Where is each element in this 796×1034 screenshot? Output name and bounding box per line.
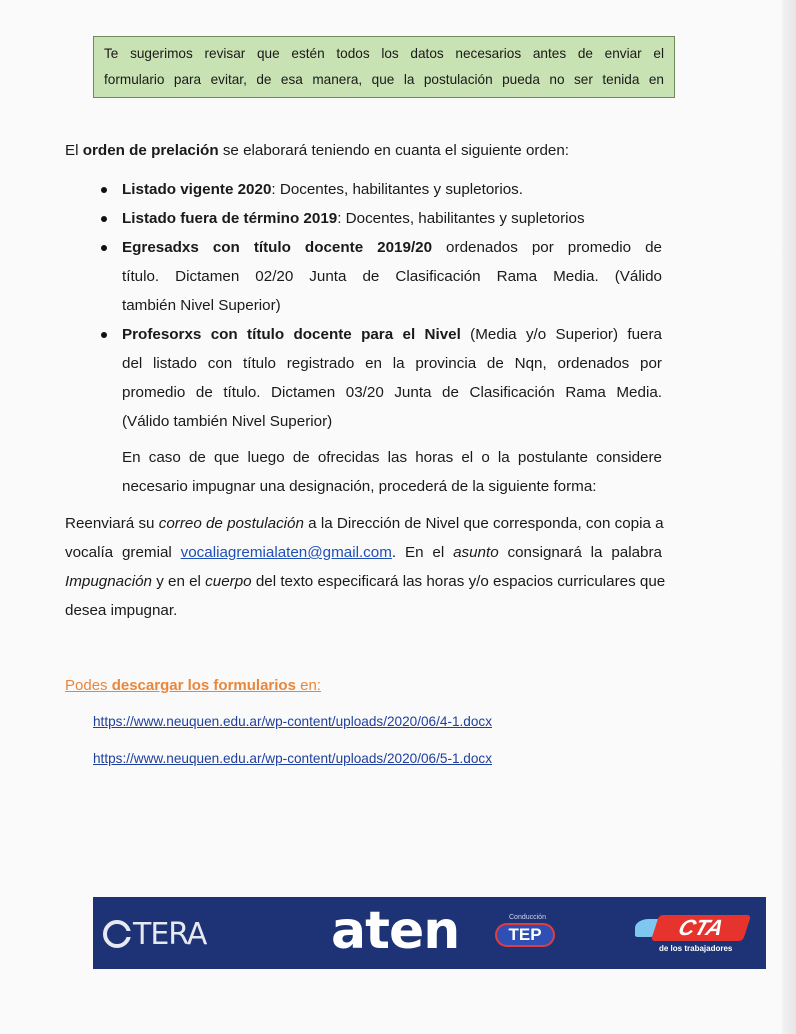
cta-logo xyxy=(633,911,757,957)
list-item-bold: Egresadxs con título docente 2019/20 xyxy=(122,239,433,256)
aten-logo: aten xyxy=(331,901,460,961)
resend-emphasis: cuerpo xyxy=(205,573,252,590)
resend-text: vocalía gremial xyxy=(65,544,181,561)
download-text: Podes xyxy=(65,677,112,694)
priority-list xyxy=(98,175,662,436)
download-bold: descargar los formularios xyxy=(111,677,296,694)
list-item-text: título. Dictamen 02/20 Junta de Clasificación Rama Media. (Válido xyxy=(122,268,662,285)
resend-emphasis: Impugnación xyxy=(65,573,152,590)
tep-label: TEP xyxy=(495,923,555,947)
list-item-bold: Listado vigente 2020 xyxy=(122,181,272,198)
tep-conduccion-label: Conducción xyxy=(509,914,546,921)
resend-emphasis: correo de postulación xyxy=(158,515,304,532)
download-text: en: xyxy=(295,677,321,694)
ctera-logo xyxy=(103,917,206,951)
notice-box xyxy=(93,36,675,98)
resend-emphasis: asunto xyxy=(453,544,499,561)
list-item-text: (Válido también Nivel Superior) xyxy=(122,413,333,430)
list-item-text: : Docentes, habilitantes y supletorios xyxy=(337,210,585,227)
intro-text: El xyxy=(65,142,83,159)
ctera-text: TERA xyxy=(133,916,207,952)
cta-subtitle: de los trabajadores xyxy=(659,944,733,953)
intro-bold: orden de prelación xyxy=(82,142,219,159)
resend-text: a la Dirección de Nivel que corresponda, con copia a xyxy=(303,515,664,532)
resend-text: . En el xyxy=(391,544,454,561)
footer-banner xyxy=(93,897,766,969)
list-item xyxy=(98,175,662,204)
impugn-line-1: En caso de que luego de ofrecidas las horas el o la postulante considere xyxy=(122,449,662,466)
list-item-text: ordenados por promedio de xyxy=(432,239,662,256)
resend-text: desea impugnar. xyxy=(65,602,178,619)
email-link[interactable]: vocaliagremialaten@gmail.com xyxy=(180,544,392,561)
list-item xyxy=(98,204,662,233)
notice-line-1: Te sugerimos revisar que estén todos los datos necesarios antes de enviar el xyxy=(104,46,664,61)
list-item-text: promedio de título. Dictamen 03/20 Junta de Clasificación Rama Media. xyxy=(122,384,662,401)
impugn-line-2: necesario impugnar una designación, procederá de la siguiente forma: xyxy=(122,478,597,495)
list-item-text: también Nivel Superior) xyxy=(122,297,281,314)
intro-text-end: se elaborará teniendo en cuanta el siguiente orden: xyxy=(218,142,570,159)
cta-mark: CTA xyxy=(651,915,751,941)
resend-paragraph xyxy=(65,509,666,625)
notice-line-2: formulario para evitar, de esa manera, que la postulación pueda no ser tenida en xyxy=(104,72,664,87)
resend-text: y en el xyxy=(151,573,206,590)
page-edge-shadow xyxy=(782,0,796,1034)
list-item xyxy=(98,320,662,436)
download-link-2[interactable]: https://www.neuquen.edu.ar/wp-content/uploads/2020/06/5-1.docx xyxy=(93,751,493,766)
resend-text: Reenviará su xyxy=(65,515,159,532)
resend-text: consignará la palabra xyxy=(498,544,663,561)
download-heading xyxy=(65,677,321,694)
download-link-1[interactable]: https://www.neuquen.edu.ar/wp-content/uploads/2020/06/4-1.docx xyxy=(93,714,493,729)
tep-badge xyxy=(491,914,553,953)
list-item-bold: Listado fuera de término 2019 xyxy=(122,210,338,227)
impugn-paragraph xyxy=(122,443,662,501)
list-item-bold: Profesorxs con título docente para el Nivel xyxy=(122,326,461,343)
intro-paragraph xyxy=(65,136,569,165)
list-item-text: (Media y/o Superior) fuera xyxy=(460,326,662,343)
list-item-text: del listado con título registrado en la provincia de Nqn, ordenados por xyxy=(122,355,662,372)
list-item xyxy=(98,233,662,320)
resend-text: del texto especificará las horas y/o espacios curriculares que xyxy=(251,573,666,590)
list-item-text: : Docentes, habilitantes y supletorios. xyxy=(271,181,523,198)
ctera-c-icon xyxy=(103,920,131,948)
